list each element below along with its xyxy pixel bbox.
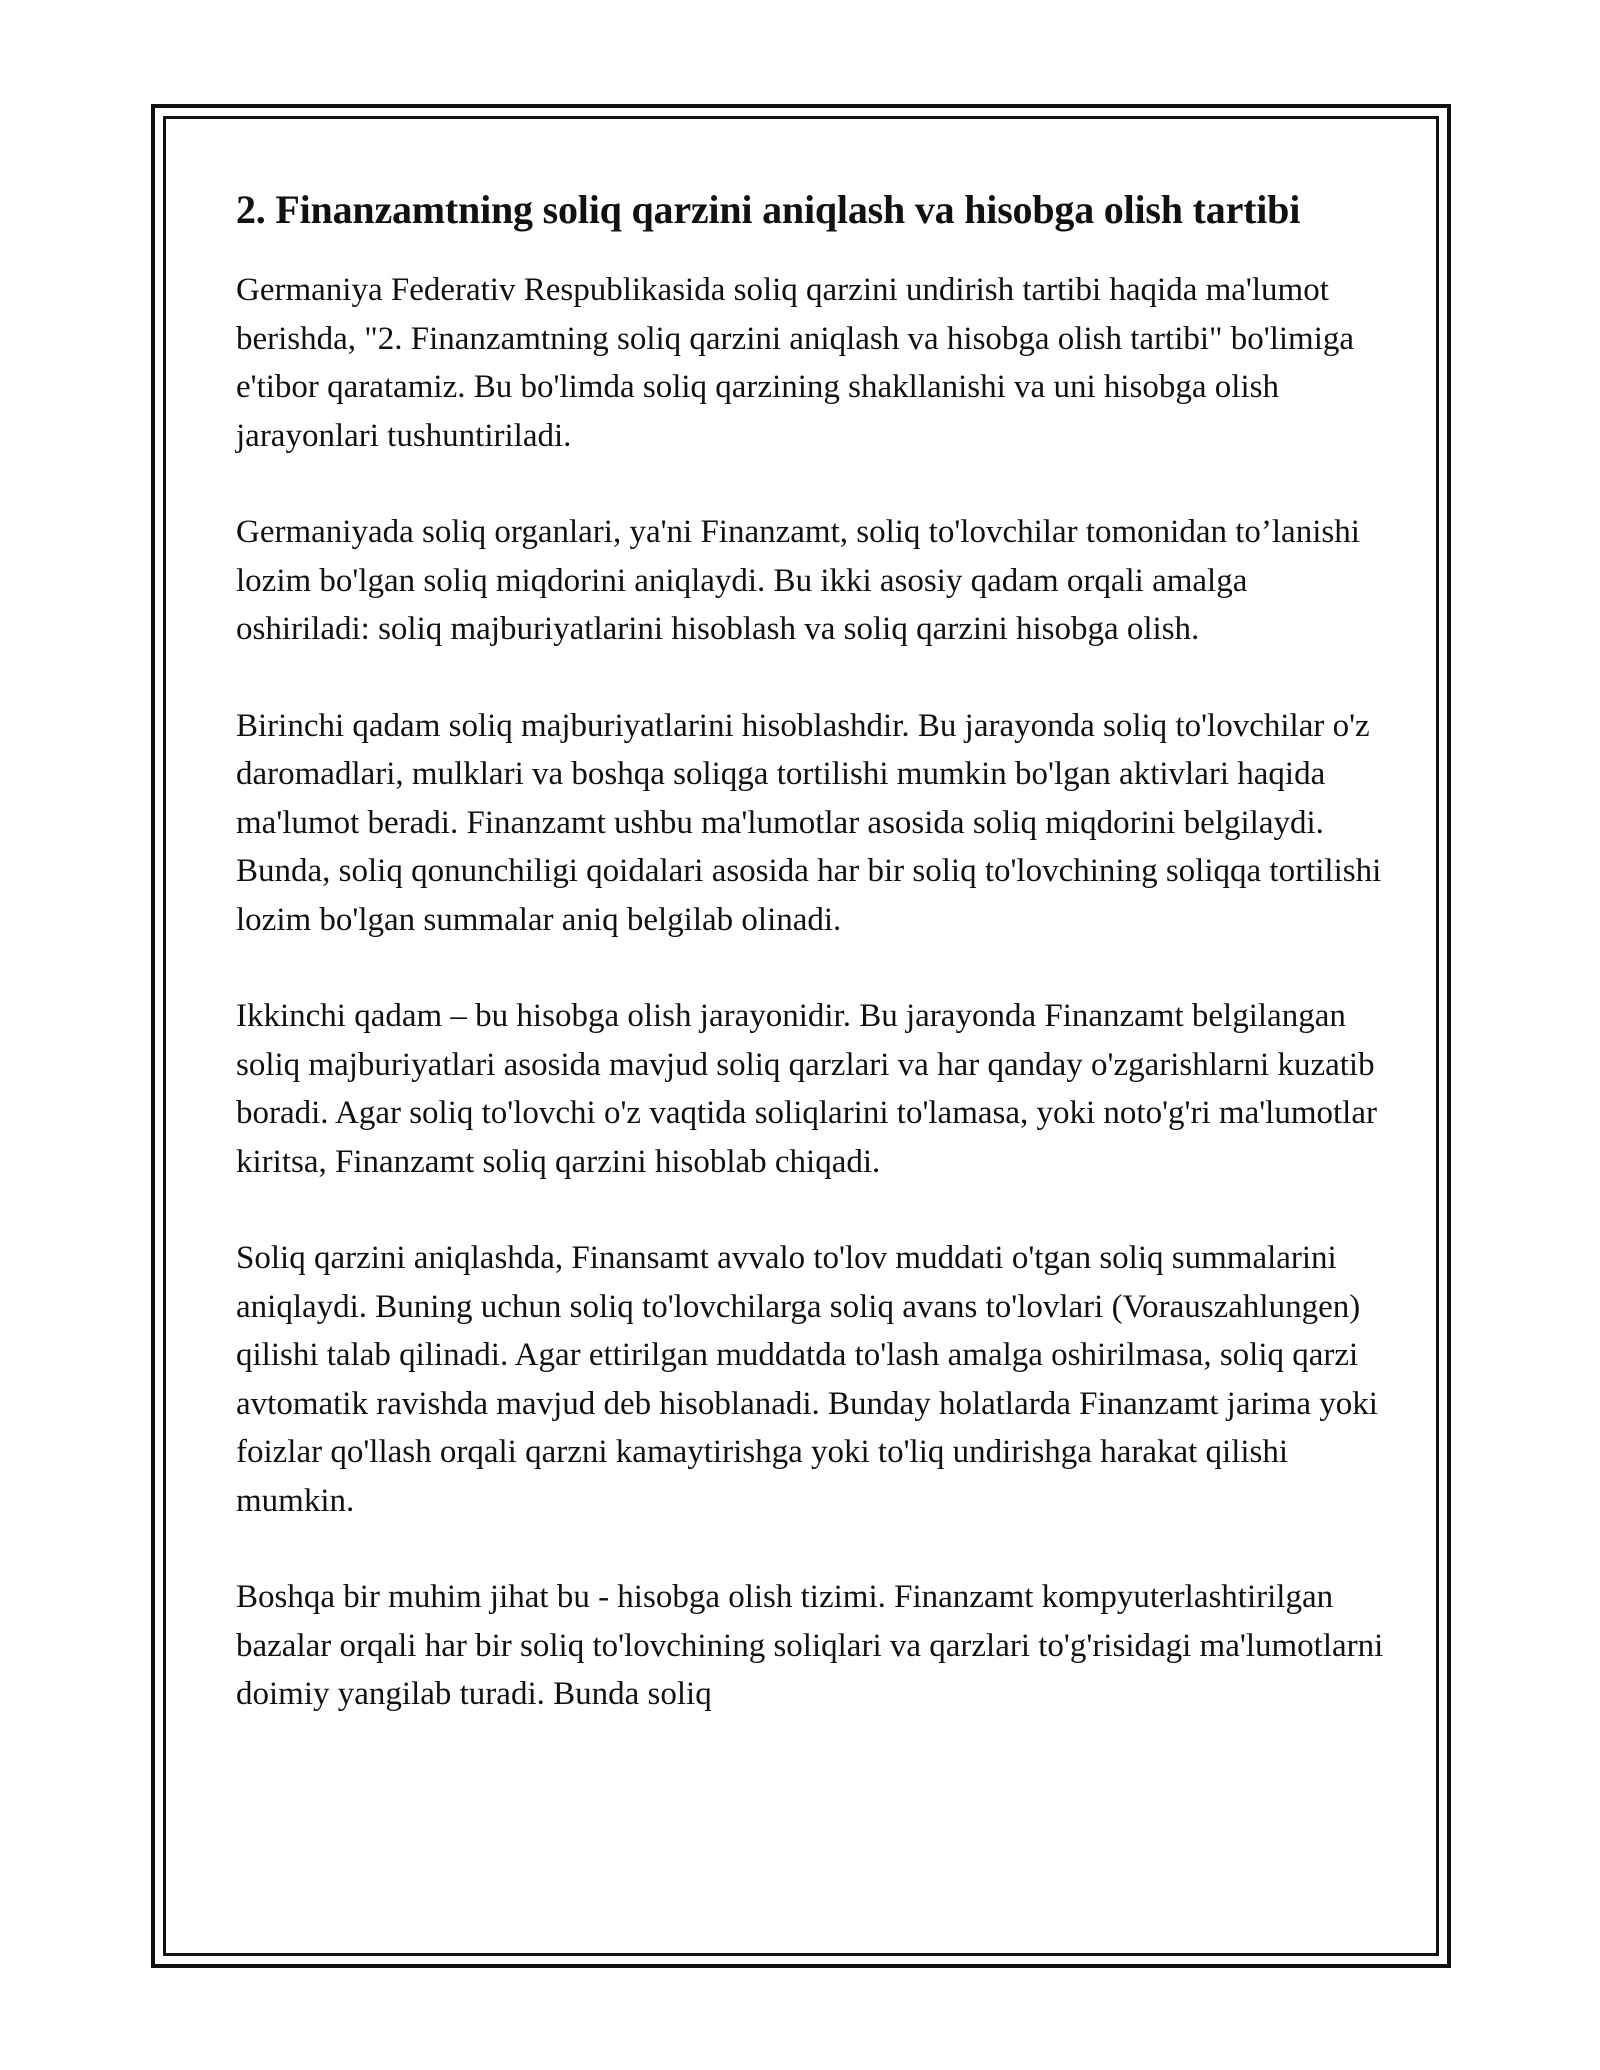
paragraph: Boshqa bir muhim jihat bu - hisobga olish tizimi. Finanzamt kompyuterlashtirilgan bazalar orqali har bir soliq to'lovchining soliqlari va qarzlari to'g'risidagi ma'lumotlarni doimiy yangilab turadi. Bunda soliq [236,1579,1384,1712]
section-heading: 2. Finanzamtning soliq qarzini aniqlash va hisobga olish tartibi [236,187,1301,232]
document-body [236,186,1386,1767]
paragraph: Birinchi qadam soliq majburiyatlarini hisoblashdir. Bu jarayonda soliq to'lovchilar o'z daromadlari, mulklari va boshqa soliqga tortilishi mumkin bo'lgan aktivlari haqida ma'lumot beradi. Finanzamt ushbu ma'lumotlar asosida soliq miqdorini belgilaydi. Bunda, soliq qonunchiligi qoidalari asosida har bir soliq to'lovchining soliqqa tortilishi lozim bo'lgan summalar aniq belgilab olinadi. [236,707,1382,938]
paragraph: Ikkinchi qadam – bu hisobga olish jarayonidir. Bu jarayonda Finanzamt belgilangan soliq majburiyatlari asosida mavjud soliq qarzlari va har qanday o'zgarishlarni kuzatib boradi. Agar soliq to'lovchi o'z vaqtida soliqlarini to'lamasa, yoki noto'g'ri ma'lumotlar kiritsa, Finanzamt soliq qarzini hisoblab chiqadi. [236,998,1377,1180]
paragraph: Soliq qarzini aniqlashda, Finansamt avvalo to'lov muddati o'tgan soliq summalarini aniqlaydi. Buning uchun soliq to'lovchilarga soliq avans to'lovlari (Vorauszahlungen) qilishi talab qilinadi. Agar ettirilgan muddatda to'lash amalga oshirilmasa, soliq qarzi avtomatik ravishda mavjud deb hisoblanadi. Bunday holatlarda Finanzamt jarima yoki foizlar qo'llash orqali qarzni kamaytirishga yoki to'liq undirishga harakat qilishi mumkin. [236,1240,1378,1519]
paragraph: Germaniyada soliq organlari, ya'ni Finanzamt, soliq to'lovchilar tomonidan to’lanishi lozim bo'lgan soliq miqdorini aniqlaydi. Bu ikki asosiy qadam orqali amalga oshiriladi: soliq majburiyatlarini hisoblash va soliq qarzini hisobga olish. [236,514,1360,647]
paragraph: Germaniya Federativ Respublikasida soliq qarzini undirish tartibi haqida ma'lumot berishda, "2. Finanzamtning soliq qarzini aniqlash va hisobga olish tartibi" bo'limiga e'tibor qaratamiz. Bu bo'limda soliq qarzining shakllanishi va uni hisobga olish jarayonlari tushuntiriladi. [236,272,1355,454]
